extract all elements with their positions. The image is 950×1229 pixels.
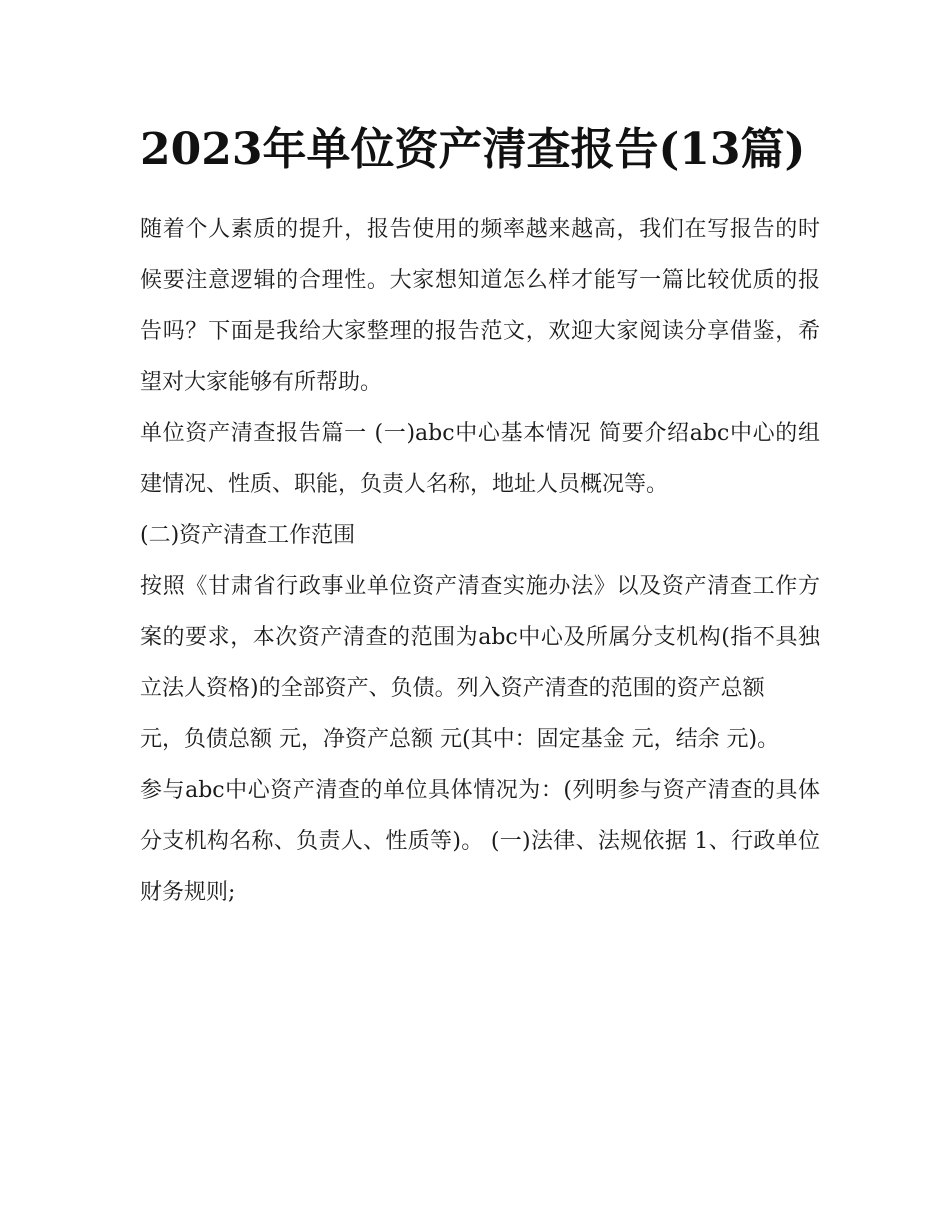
paragraph-basic-info: 单位资产清查报告篇一 (一)abc中心基本情况 简要介绍abc中心的组建情况、性质、职能，负责人名称，地址人员概况等。	[140, 421, 820, 497]
paragraph-scope: 按照《甘肃省行政事业单位资产清查实施办法》以及资产清查工作方案的要求，本次资产清查的范围为abc中心及所属分支机构(指不具独立法人资格)的全部资产、负债。列入资产清查的范围的资产总额	[140, 574, 820, 701]
paragraph-participants: 参与abc中心资产清查的单位具体情况为：(列明参与资产清查的具体分支机构名称、负责人、性质等)。 (一)法律、法规依据 1、行政单位财务规则;	[140, 778, 820, 905]
paragraph-intro: 随着个人素质的提升，报告使用的频率越来越高，我们在写报告的时候要注意逻辑的合理性。大家想知道怎么样才能写一篇比较优质的报告吗？下面是我给大家整理的报告范文，欢迎大家阅读分享借鉴，希望对大家能够有所帮助。	[140, 217, 820, 395]
paragraph-totals: 元，负债总额 元，净资产总额 元(其中：固定基金 元，结余 元)。	[140, 727, 780, 752]
paragraph-scope-heading: (二)资产清查工作范围	[140, 523, 356, 548]
document-page	[140, 112, 820, 918]
document-title: 2023年单位资产清查报告(13篇)	[140, 124, 806, 175]
